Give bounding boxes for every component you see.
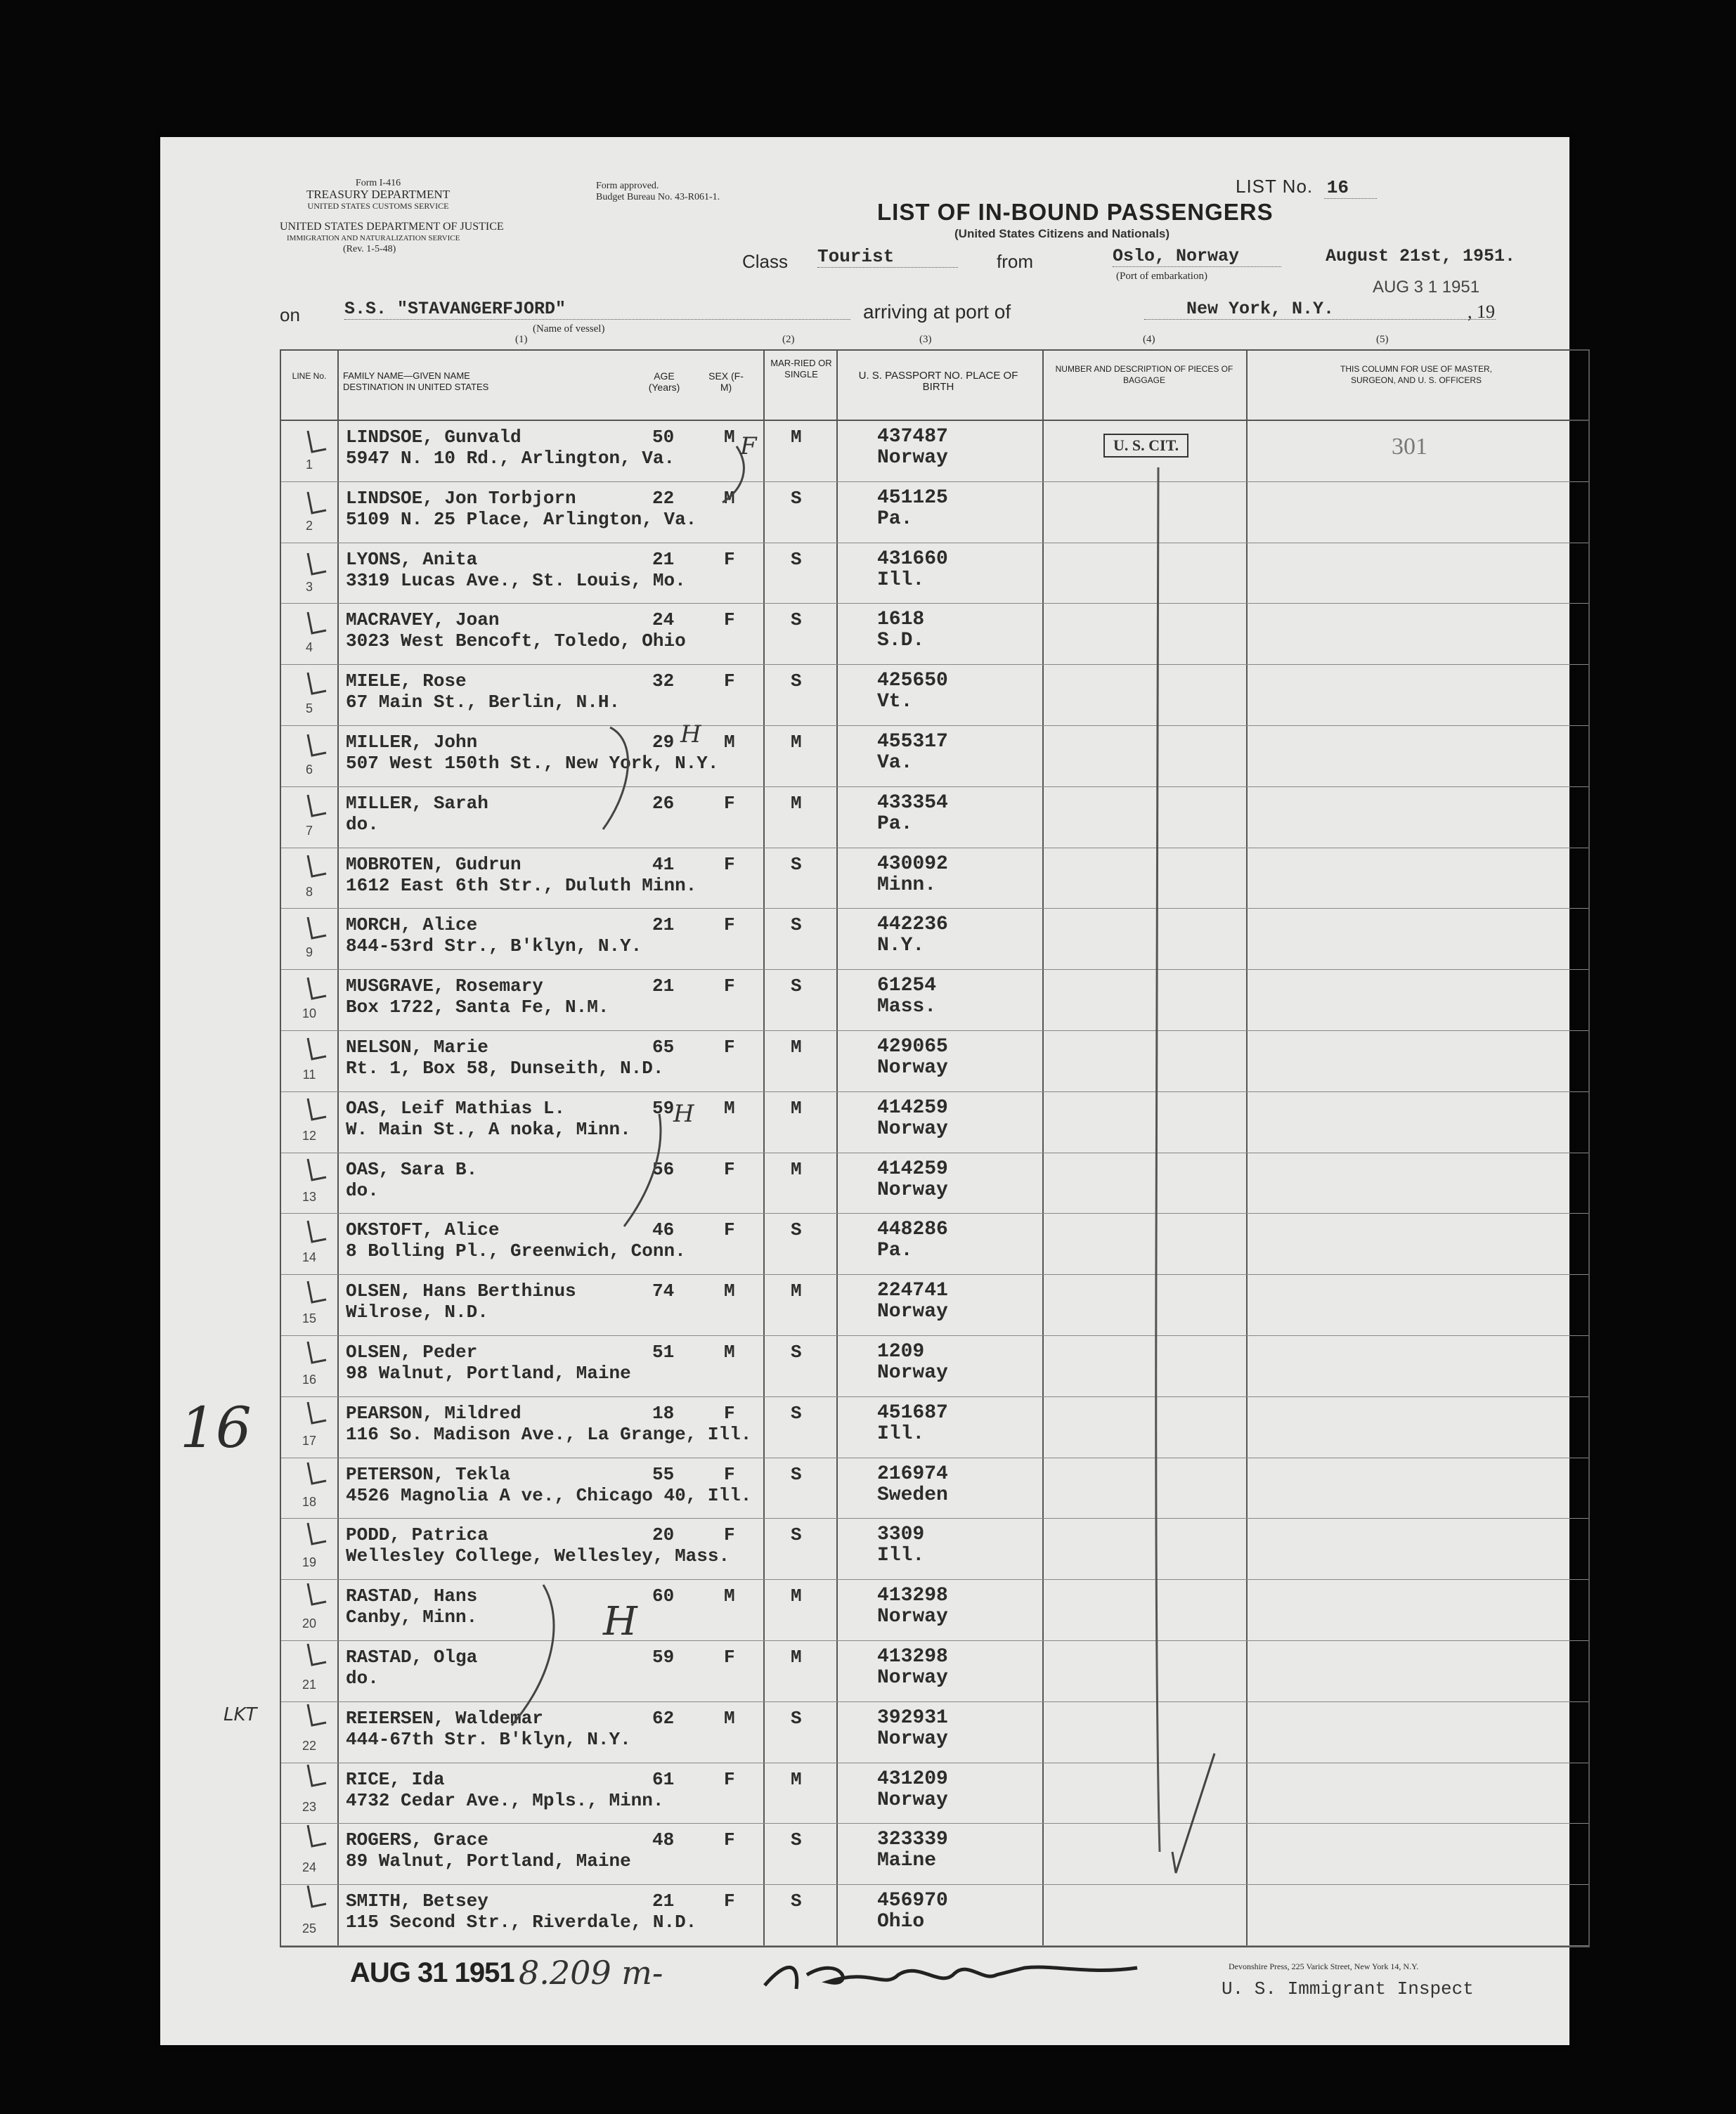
- passenger-name: SMITH, Betsey: [346, 1891, 488, 1912]
- passenger-sex: F: [724, 1829, 735, 1851]
- passport-number: 451125: [877, 486, 948, 509]
- passenger-name: REIERSEN, Waldemar: [346, 1707, 543, 1729]
- line-number: 10: [302, 1006, 317, 1021]
- passenger-name: MILLER, John: [346, 732, 478, 753]
- passenger-name: MACRAVEY, Joan: [346, 609, 500, 631]
- passenger-age: 18: [652, 1402, 675, 1424]
- passenger-age: 55: [652, 1463, 675, 1485]
- place-of-birth: Ill.: [877, 1545, 925, 1567]
- passenger-destination: 115 Second Str., Riverdale, N.D.: [346, 1912, 697, 1933]
- passenger-age: 21: [652, 914, 675, 936]
- passenger-age: 60: [652, 1586, 675, 1607]
- line-number: 20: [302, 1616, 317, 1631]
- family-bracket: [624, 1114, 661, 1226]
- date-month-day: August 21st, 19: [1326, 246, 1484, 266]
- passenger-name: OLSEN, Peder: [346, 1342, 478, 1363]
- passport-number: 451687: [877, 1401, 948, 1424]
- passenger-sex: M: [724, 1097, 735, 1119]
- inspector-signature: [758, 1947, 1151, 2003]
- passenger-name: PODD, Patrica: [346, 1524, 488, 1546]
- passenger-marital-status: S: [791, 609, 802, 631]
- passenger-destination: 67 Main St., Berlin, N.H.: [346, 692, 621, 713]
- passenger-sex: F: [724, 1647, 735, 1668]
- form-number: Form I-416: [355, 178, 401, 188]
- us-citizen-stamp: U. S. CIT.: [1103, 434, 1188, 458]
- passenger-age: 74: [652, 1280, 675, 1302]
- passenger-age: 51: [652, 1342, 675, 1363]
- passenger-marital-status: S: [791, 1891, 802, 1912]
- form-customs: UNITED STATES CUSTOMS SERVICE: [307, 201, 449, 211]
- place-of-birth: Norway: [877, 1606, 948, 1628]
- place-of-birth: Norway: [877, 1362, 948, 1384]
- officers-note: 301: [1392, 434, 1427, 460]
- baggage-check-line: [1156, 467, 1160, 1852]
- col-header-family-name: FAMILY NAME—GIVEN NAME: [343, 370, 470, 381]
- arriving-label: arriving at port of: [863, 301, 1011, 323]
- place-of-birth: Va.: [877, 752, 913, 774]
- passenger-destination: do.: [346, 813, 379, 835]
- form-justice: UNITED STATES DEPARTMENT OF JUSTICE: [280, 221, 504, 233]
- line-number: 8: [305, 884, 313, 899]
- place-of-birth: Norway: [877, 1789, 948, 1811]
- list-no-value: 16: [1324, 177, 1377, 199]
- passenger-destination: 444-67th Str. B'klyn, N.Y.: [346, 1728, 631, 1750]
- line-number: 21: [302, 1678, 317, 1692]
- passenger-sex: M: [724, 487, 735, 509]
- passport-number: 1209: [877, 1341, 925, 1363]
- passenger-name: MOBROTEN, Gudrun: [346, 853, 522, 875]
- place-of-birth: S.D.: [877, 630, 925, 652]
- line-number: 22: [302, 1738, 317, 1753]
- passport-number: 224741: [877, 1280, 948, 1302]
- baggage-check-tick: [1172, 1753, 1214, 1873]
- passenger-marital-status: S: [791, 487, 802, 509]
- line-number: 11: [302, 1068, 316, 1082]
- passenger-sex: M: [724, 732, 735, 753]
- passport-number: 429065: [877, 1036, 948, 1058]
- handwritten-margin-number: 16: [180, 1395, 252, 1460]
- place-of-birth: Sweden: [877, 1484, 948, 1506]
- passenger-sex: F: [724, 1891, 735, 1912]
- passport-number: 431209: [877, 1768, 948, 1790]
- line-number: 19: [302, 1555, 317, 1570]
- place-of-birth: Maine: [877, 1850, 937, 1872]
- passenger-age: 61: [652, 1768, 675, 1790]
- page-subtitle: (United States Citizens and Nationals): [954, 227, 1170, 240]
- passenger-age: 56: [652, 1158, 675, 1180]
- passport-number: 430092: [877, 852, 948, 875]
- passport-number: 433354: [877, 791, 948, 814]
- handwritten-h-mark: H: [603, 1599, 637, 1645]
- passenger-marital-status: S: [791, 1219, 802, 1241]
- printer-credit: Devonshire Press, 225 Varick Street, New York 14, N.Y.: [1229, 1961, 1419, 1971]
- passenger-marital-status: S: [791, 1402, 802, 1424]
- col-header-passport: U. S. PASSPORT NO. PLACE OF BIRTH: [858, 370, 1018, 393]
- passenger-name: RASTAD, Olga: [346, 1647, 478, 1668]
- passenger-name: OKSTOFT, Alice: [346, 1219, 500, 1241]
- passenger-destination: 116 So. Madison Ave., La Grange, Ill.: [346, 1423, 752, 1445]
- passenger-marital-status: M: [791, 732, 802, 753]
- passenger-sex: M: [724, 427, 735, 448]
- line-number: 25: [302, 1921, 317, 1936]
- passenger-destination: Wellesley College, Wellesley, Mass.: [346, 1545, 730, 1567]
- vessel-name: S.S. "STAVANGERFJORD": [344, 299, 850, 320]
- place-of-birth: Mass.: [877, 996, 937, 1018]
- received-date-stamp: AUG 3 1 1951: [1373, 278, 1480, 297]
- passenger-age: 41: [652, 853, 675, 875]
- passenger-destination: 5947 N. 10 Rd., Arlington, Va.: [346, 448, 675, 469]
- line-number: 9: [305, 945, 313, 960]
- passenger-sex: M: [724, 1586, 735, 1607]
- place-of-birth: Ill.: [877, 1422, 925, 1445]
- passenger-destination: Box 1722, Santa Fe, N.M.: [346, 997, 609, 1018]
- passenger-marital-status: M: [791, 1037, 802, 1058]
- passenger-destination: 8 Bolling Pl., Greenwich, Conn.: [346, 1240, 686, 1262]
- passenger-marital-status: M: [791, 1768, 802, 1790]
- vessel-caption: (Name of vessel): [533, 323, 605, 335]
- passenger-destination: 507 West 150th St., New York, N.Y.: [346, 753, 719, 774]
- col-number-4: (4): [1143, 334, 1155, 345]
- passenger-age: 20: [652, 1524, 675, 1546]
- year-suffix: , 19: [1468, 301, 1495, 322]
- passenger-marital-status: S: [791, 914, 802, 936]
- line-number: 6: [305, 763, 313, 777]
- passenger-name: OAS, Sara B.: [346, 1158, 478, 1180]
- passport-number: 413298: [877, 1646, 948, 1668]
- approval-line: Form approved.: [596, 181, 659, 191]
- passenger-age: 59: [652, 1647, 675, 1668]
- passport-number: 448286: [877, 1219, 948, 1241]
- col-number-2: (2): [782, 334, 795, 345]
- passenger-destination: 4732 Cedar Ave., Mpls., Minn.: [346, 1789, 664, 1811]
- col-header-baggage: NUMBER AND DESCRIPTION OF PIECES OF BAGGAGE: [1055, 364, 1233, 385]
- passenger-destination: do.: [346, 1668, 379, 1689]
- approval-bureau: Budget Bureau No. 43-R061-1.: [596, 192, 720, 202]
- list-no-label: LIST No.: [1236, 176, 1314, 197]
- arrival-port: New York, N.Y.: [1144, 299, 1496, 320]
- form-rev: (Rev. 1-5-48): [343, 244, 396, 254]
- line-number: 1: [305, 458, 313, 472]
- passenger-sex: F: [724, 1463, 735, 1485]
- place-of-birth: Norway: [877, 1667, 948, 1689]
- passenger-name: PETERSON, Tekla: [346, 1463, 511, 1485]
- place-of-birth: Vt.: [877, 691, 913, 713]
- form-ins: IMMIGRATION AND NATURALIZATION SERVICE: [287, 234, 460, 242]
- from-label: from: [997, 251, 1033, 272]
- passenger-marital-status: M: [791, 1586, 802, 1607]
- passport-number: 455317: [877, 731, 948, 753]
- line-number: 7: [305, 823, 313, 838]
- passenger-name: RICE, Ida: [346, 1768, 445, 1790]
- line-number: 13: [302, 1189, 317, 1204]
- line-number: 2: [305, 518, 313, 533]
- passenger-age: 46: [652, 1219, 675, 1241]
- place-of-birth: Norway: [877, 1057, 948, 1079]
- passenger-name: LINDSOE, Gunvald: [346, 427, 522, 448]
- date-year: 51.: [1484, 246, 1516, 266]
- passenger-marital-status: S: [791, 853, 802, 875]
- passenger-marital-status: M: [791, 427, 802, 448]
- place-of-birth: Norway: [877, 447, 948, 469]
- passenger-marital-status: S: [791, 1829, 802, 1851]
- passenger-name: LINDSOE, Jon Torbjorn: [346, 487, 576, 509]
- line-number: 16: [302, 1373, 317, 1387]
- place-of-birth: Pa.: [877, 812, 913, 835]
- passenger-destination: 3023 West Bencoft, Toledo, Ohio: [346, 630, 686, 652]
- col-header-age: AGE (Years): [648, 370, 680, 393]
- passenger-marital-status: S: [791, 1342, 802, 1363]
- passenger-sex: M: [724, 1342, 735, 1363]
- passenger-destination: 1612 East 6th Str., Duluth Minn.: [346, 874, 697, 896]
- handwriting-layer: [160, 137, 1569, 2045]
- passenger-age: 59: [652, 1097, 675, 1119]
- passenger-sex: F: [724, 1768, 735, 1790]
- passenger-sex: F: [724, 1402, 735, 1424]
- handwritten-f-mark: F: [740, 432, 757, 460]
- passport-number: 323339: [877, 1829, 948, 1851]
- passenger-destination: Rt. 1, Box 58, Dunseith, N.D.: [346, 1058, 664, 1079]
- handwritten-h-mark: H: [673, 1100, 694, 1128]
- passenger-name: ROGERS, Grace: [346, 1829, 488, 1851]
- place-of-birth: Norway: [877, 1301, 948, 1323]
- passenger-age: 21: [652, 548, 675, 570]
- col-header-officers: THIS COLUMN FOR USE OF MASTER, SURGEON, AND U. S. OFFICERS: [1340, 364, 1492, 385]
- line-number: 3: [305, 579, 313, 594]
- passport-number: 61254: [877, 975, 937, 997]
- passenger-destination: 98 Walnut, Portland, Maine: [346, 1363, 631, 1384]
- passenger-marital-status: S: [791, 1463, 802, 1485]
- footer-handwritten-note: 8.209 m-: [519, 1954, 663, 1992]
- passenger-sex: F: [724, 1219, 735, 1241]
- class-label: Class: [742, 251, 789, 272]
- passenger-age: 24: [652, 609, 675, 631]
- from-value: Oslo, Norway: [1113, 246, 1281, 267]
- passenger-marital-status: M: [791, 792, 802, 814]
- passenger-name: NELSON, Marie: [346, 1037, 488, 1058]
- passenger-age: 62: [652, 1707, 675, 1729]
- place-of-birth: Norway: [877, 1117, 948, 1140]
- passenger-sex: F: [724, 1524, 735, 1546]
- col-number-5: (5): [1376, 334, 1389, 345]
- passport-number: 437487: [877, 426, 948, 448]
- check-marks: [308, 431, 326, 1907]
- passport-number: 1618: [877, 609, 925, 631]
- passenger-marital-status: S: [791, 1524, 802, 1546]
- passport-number: 413298: [877, 1585, 948, 1607]
- passenger-name: PEARSON, Mildred: [346, 1402, 522, 1424]
- place-of-birth: Ill.: [877, 569, 925, 591]
- passport-number: 456970: [877, 1890, 948, 1912]
- passenger-sex: F: [724, 670, 735, 692]
- passenger-age: 32: [652, 670, 675, 692]
- passport-number: 3309: [877, 1524, 925, 1546]
- class-value: Tourist: [817, 246, 958, 268]
- passenger-marital-status: S: [791, 670, 802, 692]
- line-number: 12: [302, 1128, 317, 1143]
- line-number: 4: [305, 640, 313, 655]
- passenger-marital-status: M: [791, 1280, 802, 1302]
- port-embark-caption: (Port of embarkation): [1116, 271, 1207, 282]
- place-of-birth: Pa.: [877, 507, 913, 530]
- manifest-page: [160, 137, 1569, 2045]
- passenger-sex: M: [724, 1707, 735, 1729]
- passenger-name: LYONS, Anita: [346, 548, 478, 570]
- passenger-sex: F: [724, 853, 735, 875]
- page-title: LIST OF IN-BOUND PASSENGERS: [877, 199, 1274, 225]
- line-number: 24: [302, 1860, 317, 1875]
- passenger-sex: F: [724, 792, 735, 814]
- line-number: 15: [302, 1311, 317, 1326]
- place-of-birth: N.Y.: [877, 935, 925, 957]
- handwritten-h-mark: H: [680, 720, 701, 748]
- passenger-age: 50: [652, 427, 675, 448]
- line-number: 17: [302, 1433, 317, 1448]
- col-header-line-no: LINE No.: [292, 371, 327, 381]
- on-label: on: [280, 304, 300, 325]
- passenger-sex: F: [724, 914, 735, 936]
- col-number-1: (1): [515, 334, 528, 345]
- passenger-name: RASTAD, Hans: [346, 1586, 478, 1607]
- passport-number: 414259: [877, 1096, 948, 1119]
- line-number: 5: [305, 701, 313, 716]
- passenger-name: OAS, Leif Mathias L.: [346, 1097, 566, 1119]
- passenger-marital-status: M: [791, 1647, 802, 1668]
- passenger-destination: 5109 N. 25 Place, Arlington, Va.: [346, 508, 697, 530]
- passenger-sex: M: [724, 1280, 735, 1302]
- passenger-destination: 3319 Lucas Ave., St. Louis, Mo.: [346, 569, 686, 591]
- passenger-marital-status: M: [791, 1097, 802, 1119]
- passenger-marital-status: S: [791, 1707, 802, 1729]
- passenger-age: 26: [652, 792, 675, 814]
- passenger-destination: 844-53rd Str., B'klyn, N.Y.: [346, 935, 642, 957]
- passenger-name: MILLER, Sarah: [346, 792, 488, 814]
- place-of-birth: Ohio: [877, 1911, 925, 1933]
- passenger-name: MUSGRAVE, Rosemary: [346, 975, 543, 997]
- signature-stroke: [765, 1967, 1137, 1989]
- line-number: 23: [302, 1799, 317, 1814]
- family-bracket: [512, 1585, 554, 1725]
- passport-number: 442236: [877, 914, 948, 936]
- place-of-birth: Pa.: [877, 1240, 913, 1262]
- passenger-age: 21: [652, 975, 675, 997]
- col-header-destination: DESTINATION IN UNITED STATES: [343, 382, 489, 392]
- inspector-stamp: U. S. Immigrant Inspect: [1222, 1978, 1474, 1999]
- passenger-marital-status: S: [791, 975, 802, 997]
- passenger-marital-status: M: [791, 1158, 802, 1180]
- line-number: 18: [302, 1494, 317, 1509]
- passenger-name: MORCH, Alice: [346, 914, 478, 936]
- passenger-marital-status: S: [791, 548, 802, 570]
- passenger-destination: Wilrose, N.D.: [346, 1302, 488, 1323]
- place-of-birth: Norway: [877, 1179, 948, 1201]
- passenger-sex: F: [724, 975, 735, 997]
- col-number-3: (3): [919, 334, 932, 345]
- col-header-sex: SEX (F-M): [708, 370, 744, 393]
- handwritten-margin-code: LKT: [224, 1704, 257, 1725]
- passport-number: 425650: [877, 670, 948, 692]
- family-bracket: [603, 727, 628, 829]
- passenger-destination: 4526 Magnolia A ve., Chicago 40, Ill.: [346, 1484, 752, 1506]
- passenger-age: 65: [652, 1037, 675, 1058]
- passenger-destination: 89 Walnut, Portland, Maine: [346, 1850, 631, 1872]
- footer-date-stamp: AUG 31 1951: [350, 1957, 514, 1988]
- line-number: 14: [302, 1250, 317, 1265]
- place-of-birth: Minn.: [877, 874, 937, 896]
- passport-number: 216974: [877, 1463, 948, 1485]
- passenger-destination: do.: [346, 1179, 379, 1201]
- place-of-birth: Norway: [877, 1727, 948, 1750]
- passport-number: 392931: [877, 1706, 948, 1729]
- col-header-married: MAR-RIED OR SINGLE: [770, 358, 832, 380]
- passenger-age: 21: [652, 1891, 675, 1912]
- form-treasury: TREASURY DEPARTMENT: [306, 188, 451, 201]
- passenger-destination: Canby, Minn.: [346, 1607, 478, 1628]
- passenger-name: MIELE, Rose: [346, 670, 467, 692]
- passport-number: 431660: [877, 547, 948, 570]
- passenger-age: 29: [652, 732, 675, 753]
- passenger-sex: F: [724, 609, 735, 631]
- passenger-sex: F: [724, 1158, 735, 1180]
- passenger-destination: W. Main St., A noka, Minn.: [346, 1118, 631, 1140]
- passenger-sex: F: [724, 1037, 735, 1058]
- passenger-age: 22: [652, 487, 675, 509]
- passenger-name: OLSEN, Hans Berthinus: [346, 1280, 576, 1302]
- passenger-sex: F: [724, 548, 735, 570]
- passport-number: 414259: [877, 1157, 948, 1180]
- passenger-age: 48: [652, 1829, 675, 1851]
